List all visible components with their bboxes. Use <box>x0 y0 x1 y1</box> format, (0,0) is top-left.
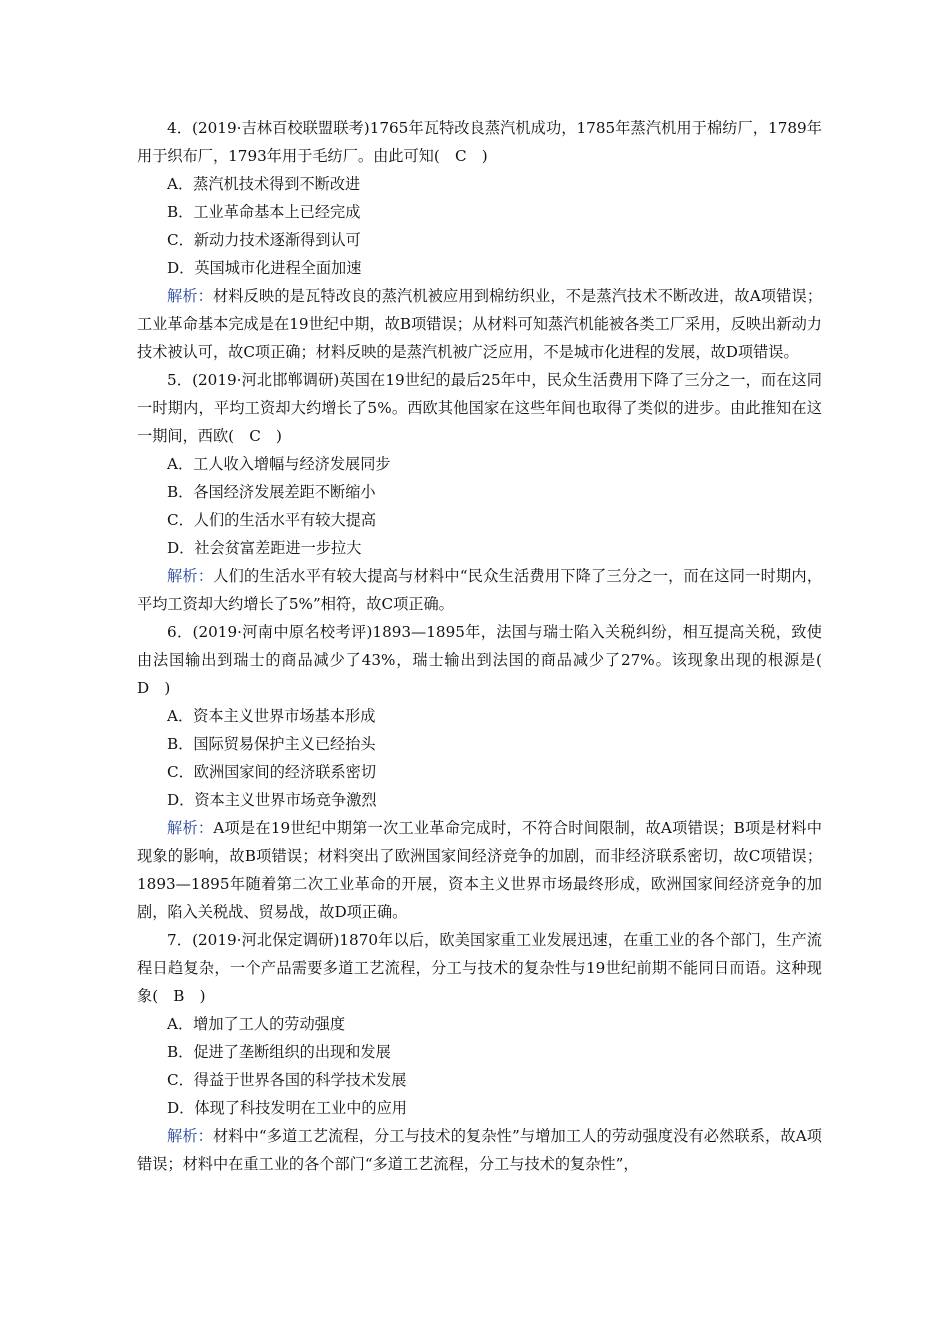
option-a: A．增加了工人的劳动强度 <box>167 1015 346 1033</box>
analysis <box>137 1122 822 1178</box>
question-6 <box>137 618 838 926</box>
option-c: C．人们的生活水平有较大提高 <box>167 511 377 529</box>
option-d: D．社会贫富差距进一步拉大 <box>167 539 362 557</box>
option-a: A．蒸汽机技术得到不断改进 <box>167 175 361 193</box>
option-d: D．体现了科技发明在工业中的应用 <box>167 1099 407 1117</box>
option-c: C．新动力技术逐渐得到认可 <box>167 231 361 249</box>
option-b: B．工业革命基本上已经完成 <box>167 203 361 221</box>
option-b: B．各国经济发展差距不断缩小 <box>167 483 376 501</box>
option-c: C．欧洲国家间的经济联系密切 <box>167 763 377 781</box>
option-d: D．资本主义世界市场竞争激烈 <box>167 791 377 809</box>
analysis-text: 人们的生活水平有较大提高与材料中“民众生活费用下降了三分之一，而在这同一时期内，平均工资却大约增长了5%”相符，故C项正确。 <box>137 567 823 613</box>
option-c: C．得益于世界各国的科学技术发展 <box>167 1071 407 1089</box>
analysis-label: 解析： <box>167 567 214 585</box>
analysis-text: 材料中“多道工艺流程，分工与技术的复杂性”与增加工人的劳动强度没有必然联系，故A项错误；材料中在重工业的各个部门“多道工艺流程，分工与技术的复杂性”， <box>137 1127 822 1173</box>
analysis-label: 解析： <box>167 1127 213 1145</box>
analysis-text: 材料反映的是瓦特改良的蒸汽机被应用到棉纺织业，不是蒸汽技术不断改进，故A项错误；工业革命基本完成是在19世纪中期，故B项错误；从材料可知蒸汽机能被各类工厂采用，反映出新动力技术被认可，故C项正确；材料反映的是蒸汽机被广泛应用，不是城市化进程的发展，故D项错误。 <box>137 287 823 361</box>
analysis <box>137 562 822 618</box>
analysis-text: A项是在19世纪中期第一次工业革命完成时，不符合时间限制，故A项错误；B项是材料中现象的影响，故B项错误；材料突出了欧洲国家间经济竞争的加剧，而非经济联系密切，故C项错误；1893—1895年随着第二次工业革命的开展，资本主义世界市场最终形成，欧洲国家间经济竞争的加剧，陷入关税战、贸易战，故D项正确。 <box>137 819 822 921</box>
analysis-label: 解析： <box>167 287 214 305</box>
option-a: A．工人收入增幅与经济发展同步 <box>167 455 391 473</box>
analysis <box>137 282 822 366</box>
document-page <box>137 114 838 1178</box>
question-stem: 7．(2019·河北保定调研)1870年以后，欧美国家重工业发展迅速，在重工业的各个部门，生产流程日趋复杂，一个产品需要多道工艺流程，分工与技术的复杂性与19世纪前期不能同日而语。这种现象( B ) <box>137 931 822 1005</box>
option-d: D．英国城市化进程全面加速 <box>167 259 362 277</box>
question-5 <box>137 366 822 618</box>
option-a: A．资本主义世界市场基本形成 <box>167 707 376 725</box>
question-stem: 4．(2019·吉林百校联盟联考)1765年瓦特改良蒸汽机成功，1785年蒸汽机用于棉纺厂，1789年用于织布厂，1793年用于毛纺厂。由此可知( C ) <box>137 119 822 165</box>
question-stem: 5．(2019·河北邯郸调研)英国在19世纪的最后25年中，民众生活费用下降了三分之一，而在这同一时期内，平均工资却大约增长了5%。西欧其他国家在这些年间也取得了类似的进步。由此推知在这一期间，西欧( C ) <box>137 371 822 445</box>
analysis-label: 解析： <box>167 819 214 837</box>
question-4 <box>137 114 822 366</box>
analysis <box>137 814 822 926</box>
option-b: B．国际贸易保护主义已经抬头 <box>167 735 376 753</box>
question-7 <box>137 926 822 1178</box>
option-b: B．促进了垄断组织的出现和发展 <box>167 1043 391 1061</box>
question-stem: 6．(2019·河南中原名校考评)1893—1895年，法国与瑞士陷入关税纠纷，相互提高关税，致使由法国输出到瑞士的商品减少了43%，瑞士输出到法国的商品减少了27%。该现象出现的根源是( D ) <box>137 623 838 697</box>
